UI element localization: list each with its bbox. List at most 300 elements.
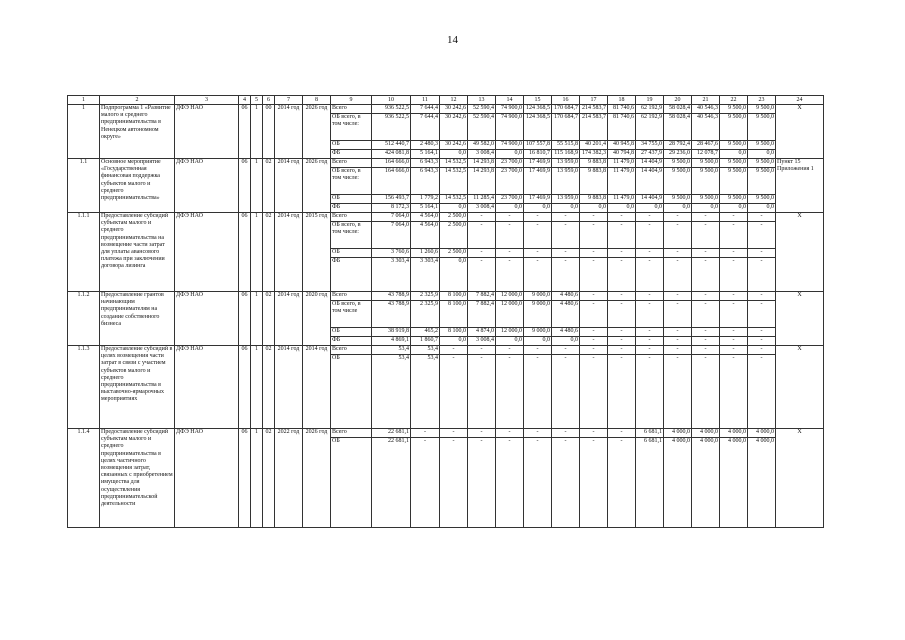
start-year-cell: 2014 год <box>275 213 303 292</box>
end-year-cell: 2015 год <box>303 213 331 292</box>
amount-cell: - <box>692 292 720 301</box>
code-cell: 1 <box>251 292 263 346</box>
amount-cell: - <box>748 222 776 249</box>
amount-cell: 936 522,5 <box>372 114 411 141</box>
amount-cell: 14 532,5 <box>440 195 468 204</box>
amount-cell: - <box>580 222 608 249</box>
row-number-cell: 1.1.2 <box>68 292 100 346</box>
amount-cell: - <box>636 258 664 292</box>
measure-name-cell: Предоставление субсидий субъектам малого и среднего предпринимательства в целях частичного возмещения затрат, связанных с приобретением имущества для осуществления предпринимательской деятельности <box>100 429 175 528</box>
amount-cell: 0,0 <box>720 150 748 159</box>
amount-cell: 16 810,7 <box>524 150 552 159</box>
amount-cell: 12 000,0 <box>496 328 524 337</box>
amount-cell: 53,4 <box>372 346 411 355</box>
amount-cell: 23 700,0 <box>496 168 524 195</box>
amount-cell: 14 404,9 <box>636 159 664 168</box>
amount-cell: 4 000,0 <box>748 429 776 438</box>
amount-cell: - <box>552 346 580 355</box>
amount-cell: 0,0 <box>496 337 524 346</box>
code-cell: 06 <box>239 429 251 528</box>
amount-cell: 38 919,8 <box>372 328 411 337</box>
amount-cell: 0,0 <box>524 337 552 346</box>
amount-cell: 0,0 <box>552 204 580 213</box>
amount-cell: 0,0 <box>524 204 552 213</box>
page-number: 14 <box>447 34 458 46</box>
amount-cell: 174 382,3 <box>580 150 608 159</box>
amount-cell: - <box>692 337 720 346</box>
amount-cell: - <box>608 222 636 249</box>
column-number-cell: 2 <box>100 96 175 105</box>
amount-cell: - <box>496 213 524 222</box>
column-number-cell: 16 <box>552 96 580 105</box>
column-number-cell: 19 <box>636 96 664 105</box>
funding-source-cell: ОБ всего, в том числе <box>331 301 372 328</box>
amount-cell: 17 469,9 <box>524 159 552 168</box>
amount-cell: - <box>468 222 496 249</box>
amount-cell: - <box>720 222 748 249</box>
amount-cell: 4 000,0 <box>692 438 720 528</box>
amount-cell: 40 794,8 <box>608 150 636 159</box>
amount-cell: - <box>636 213 664 222</box>
code-cell: 02 <box>263 346 275 429</box>
amount-cell: - <box>608 213 636 222</box>
amount-cell: 512 440,7 <box>372 141 411 150</box>
amount-cell: 9 500,0 <box>720 168 748 195</box>
amount-cell: - <box>580 438 608 528</box>
amount-cell: 2 480,3 <box>411 141 440 150</box>
amount-cell: 9 500,0 <box>748 159 776 168</box>
amount-cell: 30 242,6 <box>440 105 468 114</box>
start-year-cell: 2014 год <box>275 346 303 429</box>
amount-cell: 13 959,0 <box>552 168 580 195</box>
amount-cell: - <box>720 213 748 222</box>
amount-cell: - <box>552 355 580 429</box>
code-cell: 06 <box>239 105 251 159</box>
column-number-cell: 7 <box>275 96 303 105</box>
amount-cell: 1 860,7 <box>411 337 440 346</box>
amount-cell: - <box>720 292 748 301</box>
note-cell: Пункт 15 Приложения 1 <box>776 159 824 213</box>
funding-source-cell: ФБ <box>331 150 372 159</box>
amount-cell: 12 000,0 <box>496 292 524 301</box>
code-cell: 1 <box>251 346 263 429</box>
column-number-cell: 3 <box>175 96 239 105</box>
amount-cell: - <box>636 328 664 337</box>
funding-source-cell: ОБ <box>331 438 372 528</box>
code-cell: 1 <box>251 159 263 213</box>
executor-cell: ДФЭ НАО <box>175 159 239 213</box>
amount-cell: 5 164,1 <box>411 204 440 213</box>
column-number-cell: 15 <box>524 96 552 105</box>
amount-cell: 4 000,0 <box>748 438 776 528</box>
amount-cell: - <box>496 438 524 528</box>
measure-name-cell: Основное мероприятие «Государственная финансовая поддержка субъектов малого и среднего предпринимательства» <box>100 159 175 213</box>
column-number-cell: 6 <box>263 96 275 105</box>
code-cell: 02 <box>263 292 275 346</box>
amount-cell: - <box>748 355 776 429</box>
amount-cell: 9 500,0 <box>748 195 776 204</box>
amount-cell: - <box>496 258 524 292</box>
funding-source-cell: Всего <box>331 346 372 355</box>
amount-cell: 0,0 <box>664 204 692 213</box>
amount-cell: 55 515,8 <box>552 141 580 150</box>
amount-cell: - <box>692 301 720 328</box>
executor-cell: ДФЭ НАО <box>175 346 239 429</box>
amount-cell: 9 500,0 <box>720 159 748 168</box>
amount-cell: 4 480,6 <box>552 301 580 328</box>
amount-cell: 124 368,5 <box>524 114 552 141</box>
amount-cell: 74 900,0 <box>496 141 524 150</box>
amount-cell: - <box>720 301 748 328</box>
amount-cell: - <box>608 337 636 346</box>
amount-cell: - <box>440 355 468 429</box>
amount-cell: 3 303,4 <box>411 258 440 292</box>
amount-cell: - <box>552 213 580 222</box>
amount-cell: 156 493,7 <box>372 195 411 204</box>
amount-cell: 62 192,9 <box>636 105 664 114</box>
amount-cell: - <box>552 222 580 249</box>
amount-cell: 11 479,0 <box>608 195 636 204</box>
column-number-cell: 11 <box>411 96 440 105</box>
amount-cell: 12 000,0 <box>496 301 524 328</box>
amount-cell: - <box>748 258 776 292</box>
amount-cell: 2 500,0 <box>440 222 468 249</box>
amount-cell: - <box>664 213 692 222</box>
amount-cell: 3 008,4 <box>468 150 496 159</box>
amount-cell: - <box>524 249 552 258</box>
amount-cell: 40 546,3 <box>692 105 720 114</box>
column-number-cell: 13 <box>468 96 496 105</box>
code-cell: 1 <box>251 213 263 292</box>
column-number-cell: 14 <box>496 96 524 105</box>
amount-cell: - <box>552 429 580 438</box>
column-number-cell: 17 <box>580 96 608 105</box>
amount-cell: - <box>468 438 496 528</box>
table-row <box>68 159 824 168</box>
amount-cell: 8 100,0 <box>440 301 468 328</box>
amount-cell: 2 500,0 <box>440 213 468 222</box>
amount-cell: 53,4 <box>372 355 411 429</box>
amount-cell: 8 172,3 <box>372 204 411 213</box>
amount-cell: 9 883,8 <box>580 159 608 168</box>
amount-cell: 4 869,1 <box>372 337 411 346</box>
amount-cell: 6 943,3 <box>411 159 440 168</box>
amount-cell: - <box>552 438 580 528</box>
amount-cell: 9 500,0 <box>720 105 748 114</box>
amount-cell: 22 681,1 <box>372 438 411 528</box>
amount-cell: 9 500,0 <box>664 168 692 195</box>
column-number-cell: 22 <box>720 96 748 105</box>
amount-cell: - <box>636 337 664 346</box>
amount-cell: - <box>692 249 720 258</box>
column-number-cell: 24 <box>776 96 824 105</box>
amount-cell: 74 900,0 <box>496 105 524 114</box>
amount-cell: 0,0 <box>496 204 524 213</box>
column-number-cell: 12 <box>440 96 468 105</box>
amount-cell: 29 236,0 <box>664 150 692 159</box>
amount-cell: 9 500,0 <box>692 168 720 195</box>
amount-cell: - <box>692 258 720 292</box>
amount-cell: 7 644,4 <box>411 114 440 141</box>
table-row <box>68 429 824 438</box>
funding-source-cell: Всего <box>331 213 372 222</box>
amount-cell: - <box>580 292 608 301</box>
amount-cell: - <box>524 355 552 429</box>
amount-cell: 8 100,0 <box>440 292 468 301</box>
funding-source-cell: ОБ <box>331 141 372 150</box>
amount-cell: - <box>524 213 552 222</box>
amount-cell: - <box>496 249 524 258</box>
amount-cell: 0,0 <box>692 204 720 213</box>
amount-cell: - <box>748 301 776 328</box>
funding-source-cell: ОБ <box>331 195 372 204</box>
funding-source-cell: ОБ всего, в том числе: <box>331 114 372 141</box>
amount-cell: 4 000,0 <box>692 429 720 438</box>
row-number-cell: 1.1.3 <box>68 346 100 429</box>
amount-cell: - <box>720 249 748 258</box>
amount-cell: 7 644,4 <box>411 105 440 114</box>
amount-cell: 4 000,0 <box>664 429 692 438</box>
amount-cell: - <box>692 328 720 337</box>
code-cell: 02 <box>263 213 275 292</box>
amount-cell: - <box>468 249 496 258</box>
amount-cell: - <box>664 355 692 429</box>
measure-name-cell: Подпрограмма 1 «Развитие малого и среднего предпринимательства в Ненецком автономном округе» <box>100 105 175 159</box>
funding-source-cell: Всего <box>331 292 372 301</box>
start-year-cell: 2022 год <box>275 429 303 528</box>
amount-cell: 8 100,0 <box>440 328 468 337</box>
amount-cell: 0,0 <box>440 258 468 292</box>
note-cell: Х <box>776 292 824 346</box>
executor-cell: ДФЭ НАО <box>175 292 239 346</box>
amount-cell: 40 201,4 <box>580 141 608 150</box>
amount-cell: 13 959,0 <box>552 195 580 204</box>
amount-cell: 9 500,0 <box>748 168 776 195</box>
amount-cell: - <box>411 438 440 528</box>
amount-cell: - <box>664 258 692 292</box>
table-header-row <box>68 96 824 105</box>
code-cell: 1 <box>251 429 263 528</box>
amount-cell: - <box>664 292 692 301</box>
end-year-cell: 2026 год <box>303 105 331 159</box>
column-number-cell: 21 <box>692 96 720 105</box>
amount-cell: 2 325,9 <box>411 292 440 301</box>
column-number-cell: 1 <box>68 96 100 105</box>
amount-cell: - <box>748 337 776 346</box>
measure-name-cell: Предоставление грантов начинающим предпринимателям на создание собственного бизнеса <box>100 292 175 346</box>
amount-cell: - <box>692 355 720 429</box>
amount-cell: 164 666,0 <box>372 168 411 195</box>
amount-cell: 9 500,0 <box>748 141 776 150</box>
amount-cell: 6 681,1 <box>636 438 664 528</box>
amount-cell: - <box>608 438 636 528</box>
amount-cell: 0,0 <box>440 337 468 346</box>
amount-cell: - <box>468 355 496 429</box>
amount-cell: 4 480,6 <box>552 292 580 301</box>
amount-cell: 11 479,0 <box>608 168 636 195</box>
column-number-cell: 20 <box>664 96 692 105</box>
amount-cell: 74 900,0 <box>496 114 524 141</box>
amount-cell: 34 755,0 <box>636 141 664 150</box>
amount-cell: 9 500,0 <box>720 141 748 150</box>
amount-cell: - <box>664 249 692 258</box>
amount-cell: 4 480,6 <box>552 328 580 337</box>
amount-cell: - <box>524 429 552 438</box>
amount-cell: - <box>664 222 692 249</box>
amount-cell: 43 788,9 <box>372 301 411 328</box>
amount-cell: 170 684,7 <box>552 105 580 114</box>
amount-cell: 17 469,9 <box>524 168 552 195</box>
amount-cell: 0,0 <box>496 150 524 159</box>
row-number-cell: 1.1.4 <box>68 429 100 528</box>
amount-cell: 14 532,5 <box>440 159 468 168</box>
amount-cell: - <box>580 346 608 355</box>
amount-cell: 1 779,2 <box>411 195 440 204</box>
amount-cell: 23 700,0 <box>496 195 524 204</box>
code-cell: 06 <box>239 346 251 429</box>
amount-cell: - <box>608 258 636 292</box>
amount-cell: - <box>552 258 580 292</box>
amount-cell: - <box>440 438 468 528</box>
amount-cell: 14 293,8 <box>468 159 496 168</box>
amount-cell: 0,0 <box>748 204 776 213</box>
amount-cell: - <box>411 429 440 438</box>
amount-cell: 58 028,4 <box>664 105 692 114</box>
amount-cell: - <box>608 249 636 258</box>
amount-cell: 9 000,0 <box>524 328 552 337</box>
amount-cell: 0,0 <box>748 150 776 159</box>
amount-cell: 9 500,0 <box>692 159 720 168</box>
table-row <box>68 292 824 301</box>
amount-cell: 9 883,8 <box>580 168 608 195</box>
amount-cell: 164 666,0 <box>372 159 411 168</box>
amount-cell: 81 740,6 <box>608 114 636 141</box>
amount-cell: - <box>748 249 776 258</box>
amount-cell: 115 168,9 <box>552 150 580 159</box>
funding-source-cell: ОБ всего, в том числе: <box>331 222 372 249</box>
amount-cell: 4 564,0 <box>411 222 440 249</box>
amount-cell: - <box>580 328 608 337</box>
amount-cell: - <box>664 337 692 346</box>
amount-cell: - <box>468 213 496 222</box>
table-row <box>68 213 824 222</box>
amount-cell: - <box>580 249 608 258</box>
end-year-cell: 2014 год <box>303 346 331 429</box>
row-number-cell: 1 <box>68 105 100 159</box>
amount-cell: 214 583,7 <box>580 114 608 141</box>
row-number-cell: 1.1.1 <box>68 213 100 292</box>
amount-cell: 28 467,6 <box>692 141 720 150</box>
amount-cell: - <box>608 328 636 337</box>
funding-source-cell: ОБ <box>331 328 372 337</box>
amount-cell: - <box>664 328 692 337</box>
amount-cell: 9 883,8 <box>580 195 608 204</box>
funding-source-cell: Всего <box>331 159 372 168</box>
amount-cell: 7 882,4 <box>468 301 496 328</box>
funding-source-cell: ФБ <box>331 204 372 213</box>
start-year-cell: 2014 год <box>275 105 303 159</box>
column-number-cell: 9 <box>331 96 372 105</box>
amount-cell: - <box>636 292 664 301</box>
amount-cell: - <box>580 429 608 438</box>
amount-cell: - <box>664 346 692 355</box>
amount-cell: 0,0 <box>440 204 468 213</box>
amount-cell: 7 064,0 <box>372 213 411 222</box>
amount-cell: 936 522,5 <box>372 105 411 114</box>
amount-cell: - <box>608 292 636 301</box>
column-number-cell: 10 <box>372 96 411 105</box>
amount-cell: 3 008,4 <box>468 337 496 346</box>
end-year-cell: 2020 год <box>303 292 331 346</box>
amount-cell: 28 792,4 <box>664 141 692 150</box>
funding-source-cell: ОБ <box>331 355 372 429</box>
column-number-cell: 4 <box>239 96 251 105</box>
amount-cell: - <box>468 258 496 292</box>
amount-cell: 11 479,0 <box>608 159 636 168</box>
amount-cell: 0,0 <box>552 337 580 346</box>
note-cell: Х <box>776 105 824 159</box>
amount-cell: - <box>608 355 636 429</box>
executor-cell: ДФЭ НАО <box>175 105 239 159</box>
column-number-cell: 5 <box>251 96 263 105</box>
amount-cell: 465,2 <box>411 328 440 337</box>
amount-cell: - <box>468 346 496 355</box>
amount-cell: 1 260,6 <box>411 249 440 258</box>
amount-cell: - <box>748 292 776 301</box>
amount-cell: - <box>524 438 552 528</box>
code-cell: 06 <box>239 159 251 213</box>
amount-cell: - <box>748 213 776 222</box>
end-year-cell: 2026 год <box>303 159 331 213</box>
amount-cell: 9 500,0 <box>748 114 776 141</box>
amount-cell: 0,0 <box>440 150 468 159</box>
amount-cell: 14 293,8 <box>468 168 496 195</box>
amount-cell: - <box>496 346 524 355</box>
end-year-cell: 2026 год <box>303 429 331 528</box>
amount-cell: 2 325,9 <box>411 301 440 328</box>
measure-name-cell: Предоставление субсидий в целях возмещения части затрат в связи с участием субъектов малого и среднего предпринимательства в выставочно-ярмарочных мероприятиях <box>100 346 175 429</box>
table-row <box>68 105 824 114</box>
amount-cell: - <box>608 346 636 355</box>
amount-cell: 23 700,0 <box>496 159 524 168</box>
measure-name-cell: Предоставление субсидий субъектам малого и среднего предпринимательства на возмещение части затрат для уплаты авансового платежа при заключении договора лизинга <box>100 213 175 292</box>
amount-cell: 27 437,9 <box>636 150 664 159</box>
amount-cell: 53,4 <box>411 346 440 355</box>
amount-cell: - <box>524 258 552 292</box>
note-cell: Х <box>776 346 824 429</box>
amount-cell: - <box>580 258 608 292</box>
executor-cell: ДФЭ НАО <box>175 213 239 292</box>
amount-cell: 81 740,6 <box>608 105 636 114</box>
amount-cell: 3 008,4 <box>468 204 496 213</box>
amount-cell: - <box>636 355 664 429</box>
amount-cell: 107 557,8 <box>524 141 552 150</box>
amount-cell: - <box>636 346 664 355</box>
amount-cell: - <box>636 249 664 258</box>
code-cell: 1 <box>251 105 263 159</box>
amount-cell: 4 000,0 <box>720 438 748 528</box>
amount-cell: 13 959,0 <box>552 159 580 168</box>
amount-cell: 6 943,3 <box>411 168 440 195</box>
amount-cell: 170 684,7 <box>552 114 580 141</box>
start-year-cell: 2014 год <box>275 292 303 346</box>
amount-cell: - <box>720 328 748 337</box>
amount-cell: 58 028,4 <box>664 114 692 141</box>
amount-cell: 30 242,6 <box>440 141 468 150</box>
amount-cell: 4 874,0 <box>468 328 496 337</box>
amount-cell: - <box>720 346 748 355</box>
column-number-cell: 23 <box>748 96 776 105</box>
